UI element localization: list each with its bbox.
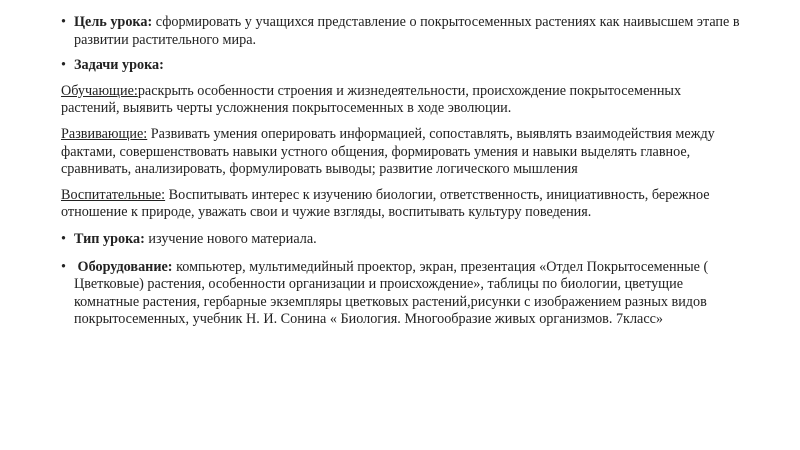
upbringing-label: Воспитательные:: [61, 186, 166, 203]
bullet-icon: •: [61, 14, 66, 30]
lesson-type-text: изучение нового материала.: [144, 230, 317, 247]
developmental-label: Развивающие:: [61, 125, 148, 142]
equipment-label: Оборудование:: [77, 258, 173, 275]
lesson-type-label: Тип урока:: [74, 230, 145, 247]
educational-label: Обучающие:: [61, 82, 138, 99]
upbringing-paragraph: [61, 187, 740, 222]
bullet-icon: •: [61, 57, 66, 74]
lesson-tasks-item: [61, 57, 740, 75]
bullet-icon: •: [61, 230, 66, 247]
educational-paragraph: [61, 83, 740, 118]
bullet-icon: •: [61, 258, 66, 275]
lesson-goal-text: сформировать у учащихся представление о покрытосеменных растениях как наивысшем этапе в развитии растительного мира.: [74, 14, 740, 48]
developmental-text: Развивать умения оперировать информацией, сопоставлять, выявлять взаимодействия между фактами, совершенствовать навыки устного общения, формировать умения и навыки выделять главное, сравнивать, анализировать, формулировать выводы; развитие логического мышления: [61, 125, 715, 178]
equipment-item: [61, 259, 740, 329]
lesson-type-item: [61, 231, 740, 249]
developmental-paragraph: [61, 126, 740, 179]
lesson-goal-item: [61, 14, 740, 49]
upbringing-text: Воспитывать интерес к изучению биологии, ответственность, инициативность, бережное отношение к природе, уважать свои и чужие взгляды, воспитывать культуру поведения.: [61, 186, 710, 221]
lesson-tasks-label: Задачи урока:: [74, 57, 164, 74]
educational-text: раскрыть особенности строения и жизнедеятельности, происхождение покрытосеменных растений, выявить черты усложнения покрытосеменных в ходе эволюции.: [61, 82, 682, 117]
equipment-text: компьютер, мультимедийный проектор, экран, презентация «Отдел Покрытосеменные ( Цветковые) растения, особенности организации и происхождение», таблицы по биологии, цветущие комнатные растения, гербарные экземпляры цветковых растений,рисунки с изображением разных видов покрытосеменных, учебник Н. И. Сонина « Биология. Многообразие живых организмов. 7класс»: [74, 258, 709, 328]
lesson-goal-label: Цель урока:: [74, 14, 153, 30]
